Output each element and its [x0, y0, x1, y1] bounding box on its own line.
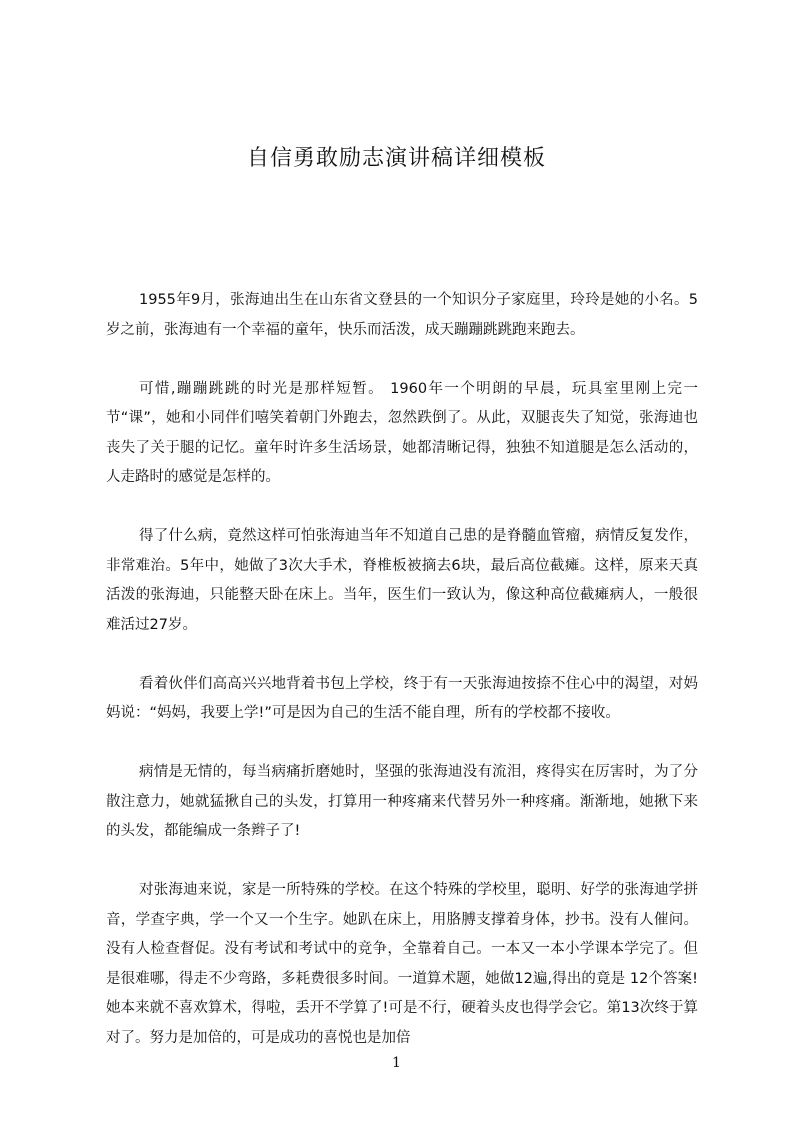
paragraph-6: 对张海迪来说，家是一所特殊的学校。在这个特殊的学校里，聪明、好学的张海迪学拼音，学查字典，学一个又一个生字。她趴在床上，用胳膊支撑着身体，抄书。没有人催问。没有人检查督促。没有考试和考试中的竞争，全靠着自己。一本又一本小学课本学完了。但是很难哪，得走不少弯路，多耗费很多时间。一道算术题，她做12遍,得出的竟是 12个答案!她本来就不喜欢算术，得啦，丢开不学算了!可是不行，硬着头皮也得学会它。第13次终于算对了。努力是加倍的，可是成功的喜悦也是加倍 — [106, 882, 698, 1046]
document-body — [106, 286, 698, 1083]
paragraph-3: 得了什么病，竟然这样可怕张海迪当年不知道自己患的是脊髓血管瘤，病情反复发作，非常难治。5年中，她做了3次大手术，脊椎板被摘去6块，最后高位截瘫。这样，原来天真活泼的张海迪，只能整天卧在床上。当年，医生们一致认为，像这种高位截瘫病人，一般很难活过27岁。 — [106, 528, 698, 633]
page-number: 1 — [392, 1055, 401, 1071]
paragraph-1: 1955年9月，张海迪出生在山东省文登县的一个知识分子家庭里，玲玲是她的小名。5岁之前，张海迪有一个幸福的童年，快乐而活泼，成天蹦蹦跳跳跑来跑去。 — [106, 292, 698, 338]
paragraph-4: 看着伙伴们高高兴兴地背着书包上学校，终于有一天张海迪按捺不住心中的渴望，对妈妈说：“妈妈，我要上学!”可是因为自己的生活不能自理，所有的学校都不接收。 — [106, 675, 698, 721]
paragraph-5: 病情是无情的，每当病痛折磨她时，坚强的张海迪没有流泪，疼得实在厉害时，为了分散注意力，她就猛揪自己的头发，打算用一种疼痛来代替另外一种疼痛。渐渐地，她揪下来的头发，都能编成一条辫子了! — [106, 764, 698, 839]
paragraph-2: 可惜,蹦蹦跳跳的时光是那样短暂。 1960年一个明朗的早晨，玩具室里刚上完一节“课”，她和小同伴们嘻笑着朝门外跑去，忽然跌倒了。从此，双腿丧失了知觉，张海迪也丧失了关于腿的记忆。童年时许多生活场景，她都清晰记得，独独不知道腿是怎么活动的，人走路时的感觉是怎样的。 — [106, 380, 698, 485]
document-title: 自信勇敢励志演讲稿详细模板 — [246, 146, 546, 171]
